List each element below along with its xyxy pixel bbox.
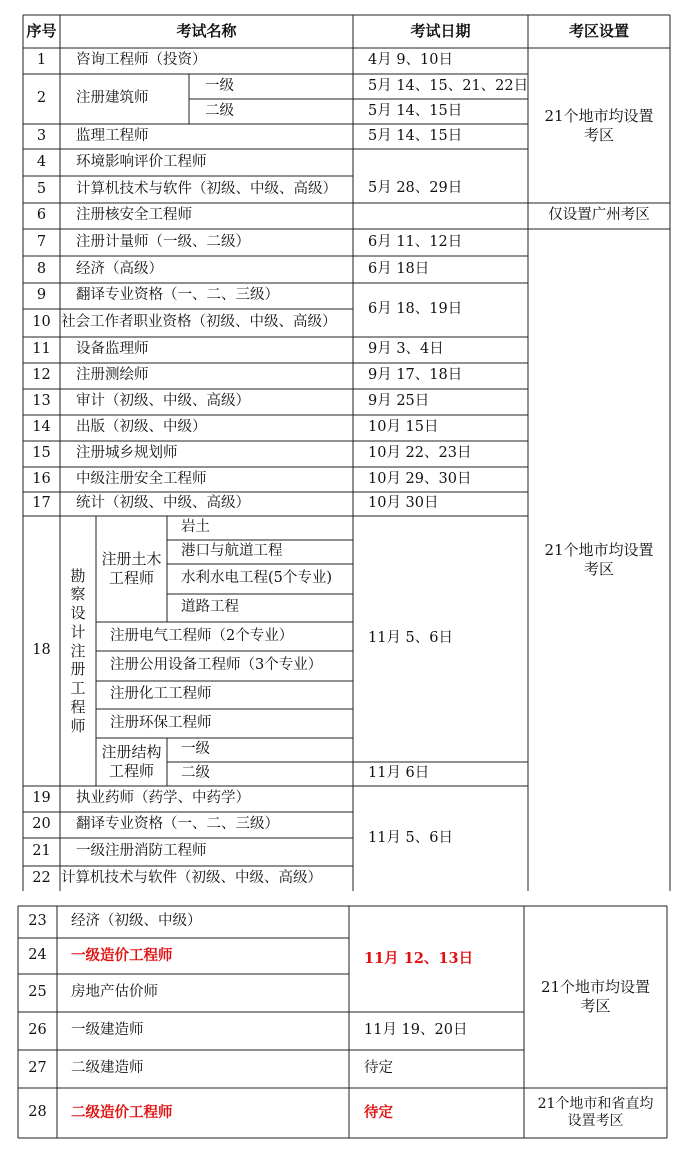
area-line: 21个地市均设置: [540, 978, 651, 997]
civil-line: 注册土木: [101, 550, 162, 569]
group-char: 注: [70, 641, 86, 660]
exam-date: 5月 28、29日: [368, 180, 463, 197]
exam-name-highlight: 二级造价工程师: [71, 1104, 173, 1122]
exam-name: 环境影响评价工程师: [76, 153, 207, 170]
exam-date: 11月 6日: [368, 765, 430, 782]
area-line: 21个地市均设置: [544, 541, 654, 560]
row-number: 26: [28, 1022, 47, 1039]
exam-date: 待定: [364, 1060, 393, 1077]
exam-subtype: 一级: [181, 741, 210, 758]
row-number: 15: [32, 445, 51, 462]
exam-subtype: 道路工程: [181, 599, 239, 616]
exam-name: 计算机技术与软件（初级、中级、高级）: [76, 180, 337, 197]
row-number: 25: [28, 984, 47, 1001]
exam-subtype: 二级: [205, 102, 234, 119]
exam-name: 注册环保工程师: [110, 714, 212, 731]
exam-area: [528, 48, 670, 203]
exam-date-highlight: 11月 12、13日: [364, 950, 474, 968]
row-number: 16: [32, 470, 51, 487]
row-number: 28: [28, 1104, 47, 1121]
exam-name: 注册计量师（一级、二级）: [76, 233, 250, 250]
row-number: 18: [32, 642, 51, 659]
header-exam-date: 考试日期: [410, 22, 471, 41]
row-number: 5: [36, 180, 47, 197]
group-char: 计: [70, 622, 86, 641]
exam-date: 9月 17、18日: [368, 367, 463, 384]
row-number: 4: [36, 153, 47, 170]
exam-name: 中级注册安全工程师: [76, 470, 207, 487]
exam-name: 翻译专业资格（一、二、三级）: [76, 816, 279, 833]
exam-name: 注册电气工程师（2个专业）: [110, 627, 294, 644]
exam-date: 5月 14、15、21、22日: [368, 77, 528, 94]
exam-area: 仅设置广州考区: [548, 207, 650, 224]
exam-subtype: 港口与航道工程: [181, 543, 283, 560]
header-no: 序号: [26, 22, 57, 41]
row-number: 23: [28, 913, 47, 930]
exam-name: 监理工程师: [76, 127, 149, 144]
exam-date: 5月 14、15日: [368, 102, 463, 119]
row-number: 1: [36, 52, 47, 69]
row-number: 13: [32, 393, 51, 410]
exam-name: 注册化工工程师: [110, 686, 212, 703]
header-exam-name: 考试名称: [176, 22, 237, 41]
exam-date: 5月 14、15日: [368, 127, 463, 144]
exam-name: 注册核安全工程师: [76, 207, 192, 224]
group-char: 察: [70, 585, 86, 604]
exam-name: 注册测绘师: [76, 367, 149, 384]
exam-area: [528, 229, 670, 891]
exam-date: 6月 18日: [368, 260, 430, 277]
row-number: 11: [32, 341, 51, 358]
row-number: 8: [36, 260, 47, 277]
row-number: 7: [36, 233, 47, 250]
row-number: 21: [32, 843, 51, 860]
exam-date: 11月 5、6日: [368, 630, 454, 647]
exam-date: 6月 18、19日: [368, 301, 463, 318]
structural-engineer: [96, 738, 167, 786]
exam-name: 一级注册消防工程师: [76, 843, 207, 860]
exam-area: [524, 906, 667, 1088]
group-char: 设: [70, 604, 86, 623]
exam-name: 经济（高级）: [76, 260, 163, 277]
exam-name: 出版（初级、中级）: [76, 419, 207, 436]
exam-area: [524, 1088, 667, 1138]
area-line: 考区: [583, 560, 614, 578]
exam-subtype: 二级: [181, 765, 210, 782]
row-number: 12: [32, 367, 51, 384]
area-line: 设置考区: [567, 1113, 624, 1129]
exam-name: 计算机技术与软件（初级、中级、高级）: [61, 869, 322, 886]
exam-date-highlight: 待定: [364, 1104, 393, 1122]
exam-name: 审计（初级、中级、高级）: [76, 393, 250, 410]
exam-date: 4月 9、10日: [368, 52, 454, 69]
row-number: 6: [36, 207, 47, 224]
exam-date: 9月 3、4日: [368, 341, 444, 358]
group-char: 程: [70, 697, 86, 716]
row-number: 22: [32, 869, 51, 886]
exam-name: 翻译专业资格（一、二、三级）: [76, 287, 279, 304]
exam-date: 10月 30日: [368, 495, 439, 512]
area-line: 21个地市均设置: [544, 106, 654, 125]
structural-line: 工程师: [108, 762, 154, 780]
exam-name: 咨询工程师（投资）: [76, 52, 207, 69]
row-number: 27: [28, 1060, 47, 1077]
exam-name: 注册建筑师: [76, 90, 149, 107]
exam-date: 10月 15日: [368, 419, 439, 436]
exam-date: 9月 25日: [368, 393, 430, 410]
row-number: 9: [36, 287, 47, 304]
structural-line: 注册结构: [101, 743, 162, 762]
row-number: 20: [32, 816, 51, 833]
exam-name: 一级建造师: [71, 1022, 144, 1039]
exam-date: 10月 29、30日: [368, 470, 472, 487]
exam-name: 执业药师（药学、中药学）: [76, 790, 250, 807]
exam-date: 10月 22、23日: [368, 445, 472, 462]
exam-name: 经济（初级、中级）: [71, 913, 202, 930]
exam-date: 6月 11、12日: [368, 233, 463, 250]
exam-name: 社会工作者职业资格（初级、中级、高级）: [61, 314, 337, 331]
row-number: 14: [32, 419, 51, 436]
civil-engineer: [96, 516, 167, 622]
exam-name-highlight: 一级造价工程师: [71, 947, 173, 965]
exam-name: 统计（初级、中级、高级）: [76, 495, 250, 512]
area-line: 考区: [580, 997, 611, 1015]
exam-date: 11月 5、6日: [368, 829, 454, 846]
row-number: 17: [32, 495, 51, 512]
area-line: 21个地市和省直均: [537, 1095, 654, 1112]
exam-name: 设备监理师: [76, 341, 149, 358]
exam-subtype: 水利水电工程(5个专业): [181, 570, 333, 587]
row-number: 24: [28, 947, 47, 964]
exam-subtype: 岩土: [181, 519, 210, 536]
exam-name: 注册城乡规划师: [76, 445, 178, 462]
group-char: 师: [70, 716, 86, 735]
group-char: 册: [70, 660, 86, 679]
exam-subtype: 一级: [205, 77, 234, 94]
exam-name: 注册公用设备工程师（3个专业）: [110, 657, 323, 674]
exam-name: 房地产估价师: [71, 984, 158, 1001]
area-line: 考区: [583, 125, 614, 144]
row-number: 10: [32, 314, 51, 331]
row-number: 3: [36, 127, 47, 144]
exam-name: 二级建造师: [71, 1060, 144, 1077]
group-char: 勘: [70, 566, 86, 585]
row-number: 19: [32, 790, 51, 807]
civil-line: 工程师: [108, 569, 154, 587]
group-char: 工: [70, 679, 86, 698]
header-exam-area: 考区设置: [568, 22, 629, 41]
row-number: 2: [36, 90, 47, 107]
exam-date: 11月 19、20日: [364, 1022, 468, 1039]
exam-group-vertical: [60, 516, 96, 786]
